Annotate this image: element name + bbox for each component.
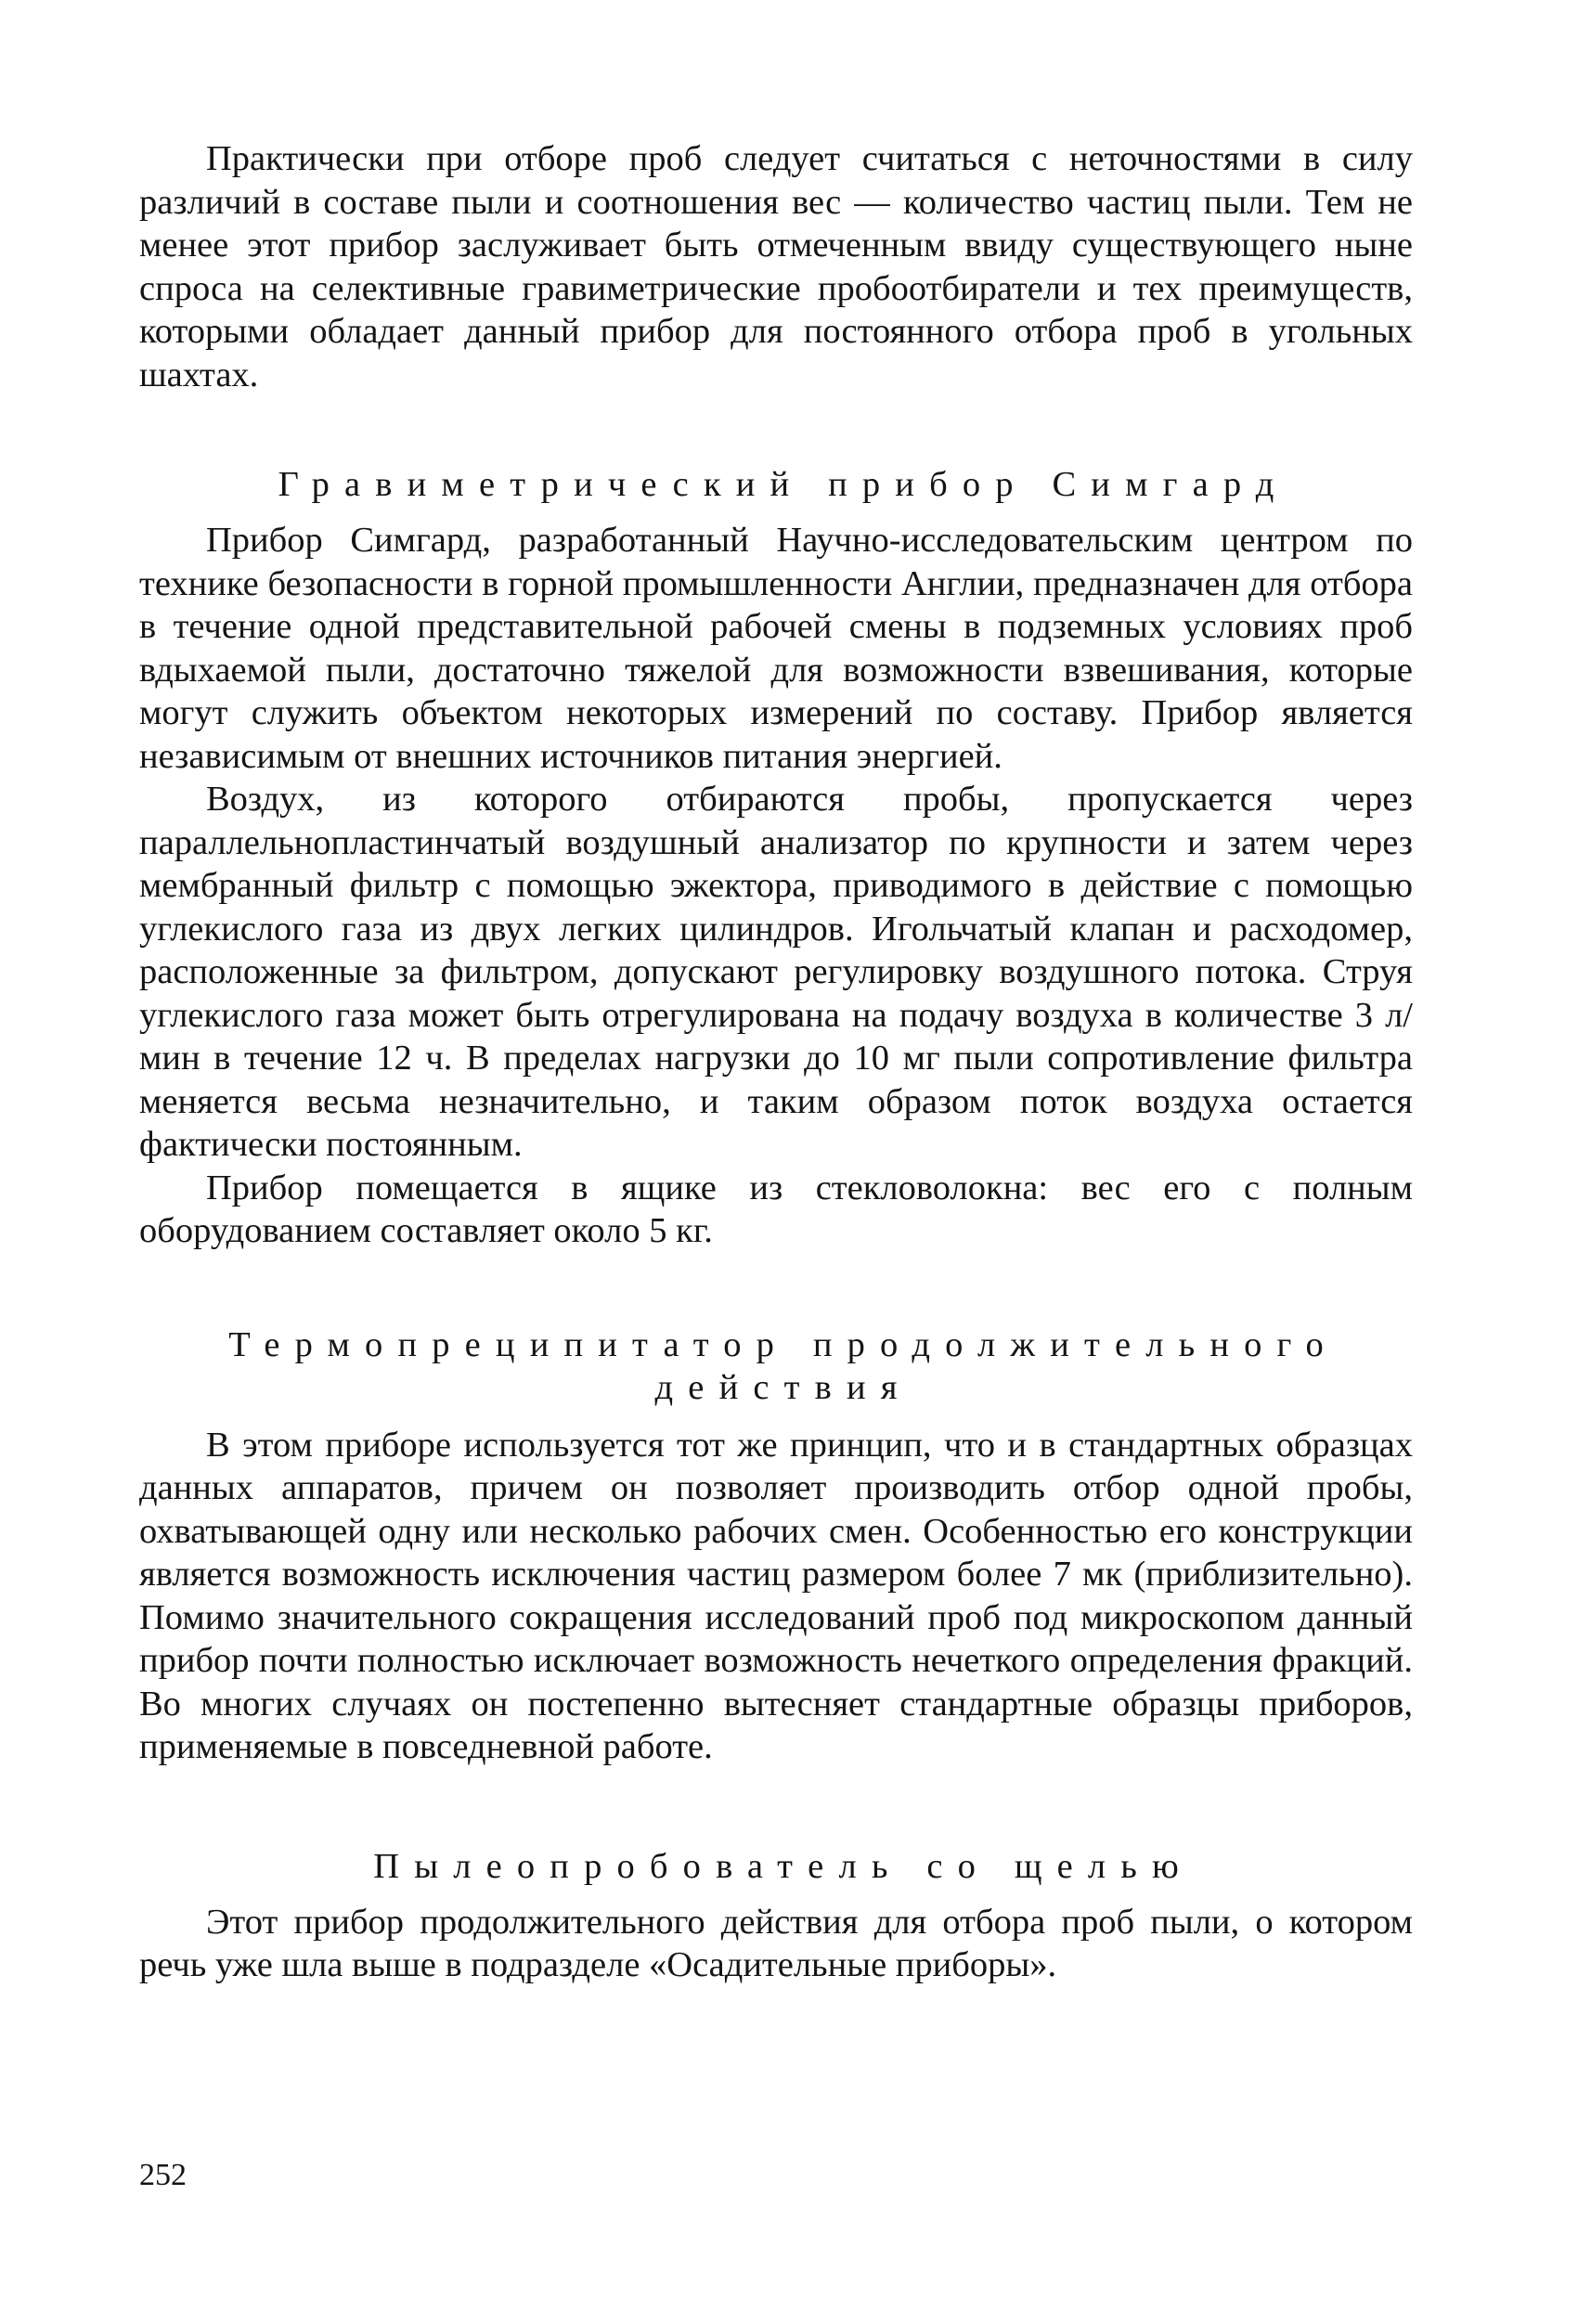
simgard-heading: Гравиметрический прибор Симгард: [278, 465, 1289, 504]
slit-sampler-paragraph: Этот прибор продолжительного действия для отбора проб пыли, о котором речь уже шла выше в подразделе «Осадительные приборы».: [139, 1902, 1413, 1984]
thermoprecipitator-paragraph: В этом приборе используется тот же принцип, что и в стандартных образцах данных аппаратов, причем он позволяет производить отбор одной пробы, охватывающей одну или несколько рабочих смен. Особенностью его конструкции является возможность исключения частиц размером более 7 мк (приблизительно). Помимо значительного сокращения исследований проб под микроскопом данный прибор почти полностью исключает возможность нечеткого определения фракций. Во многих случаях он постепенно вытесняет стандартные образцы приборов, применяемые в повседневной работе.: [139, 1425, 1413, 1766]
simgard-paragraph-3: Прибор помещается в ящике из стекловолокна: вес его с полным оборудованием составляет около 5 кг.: [139, 1168, 1413, 1250]
thermoprecipitator-heading: Термопреципитатор продолжительного действия: [228, 1324, 1339, 1407]
page-number: 252: [139, 2158, 187, 2192]
simgard-paragraph-2: Воздух, из которого отбираются пробы, пропускается через параллельнопластинчатый воздушный анализатор по крупности и затем через мембранный фильтр с помощью эжектора, приводимого в действие с помощью углекислого газа из двух легких цилиндров. Игольчатый клапан и расходомер, расположенные за фильтром, допускают регулировку воздушного потока. Струя углекислого газа может быть отрегулирована на подачу воздуха в количестве 3 л/мин в течение 12 ч. В пределах нагрузки до 10 мг пыли сопротивление фильтра меняется весьма незначительно, и таким образом поток воздуха остается фактически постоянным.: [139, 780, 1413, 1164]
page-body: [139, 137, 1413, 1987]
simgard-paragraph-1: Прибор Симгард, разработанный Научно-исследовательским центром по технике безопасности в горной промышленности Англии, предназначен для отбора в течение одной представительной рабочей смены в подземных условиях проб вдыхаемой пыли, достаточно тяжелой для возможности взвешивания, которые могут служить объектом некоторых измерений по составу. Прибор является независимым от внешних источников питания энергией.: [139, 521, 1413, 776]
slit-sampler-heading: Пылеопробователь со щелью: [373, 1846, 1194, 1886]
intro-paragraph: Практически при отборе проб следует считаться с неточностями в силу различий в составе пыли и соотношения вес — количество частиц пыли. Тем не менее этот прибор заслуживает быть отмеченным ввиду существующего ныне спроса на селективные гравиметрические пробоотбиратели и тех преимуществ, которыми обладает данный прибор для постоянного отбора проб в угольных шахтах.: [139, 139, 1413, 394]
